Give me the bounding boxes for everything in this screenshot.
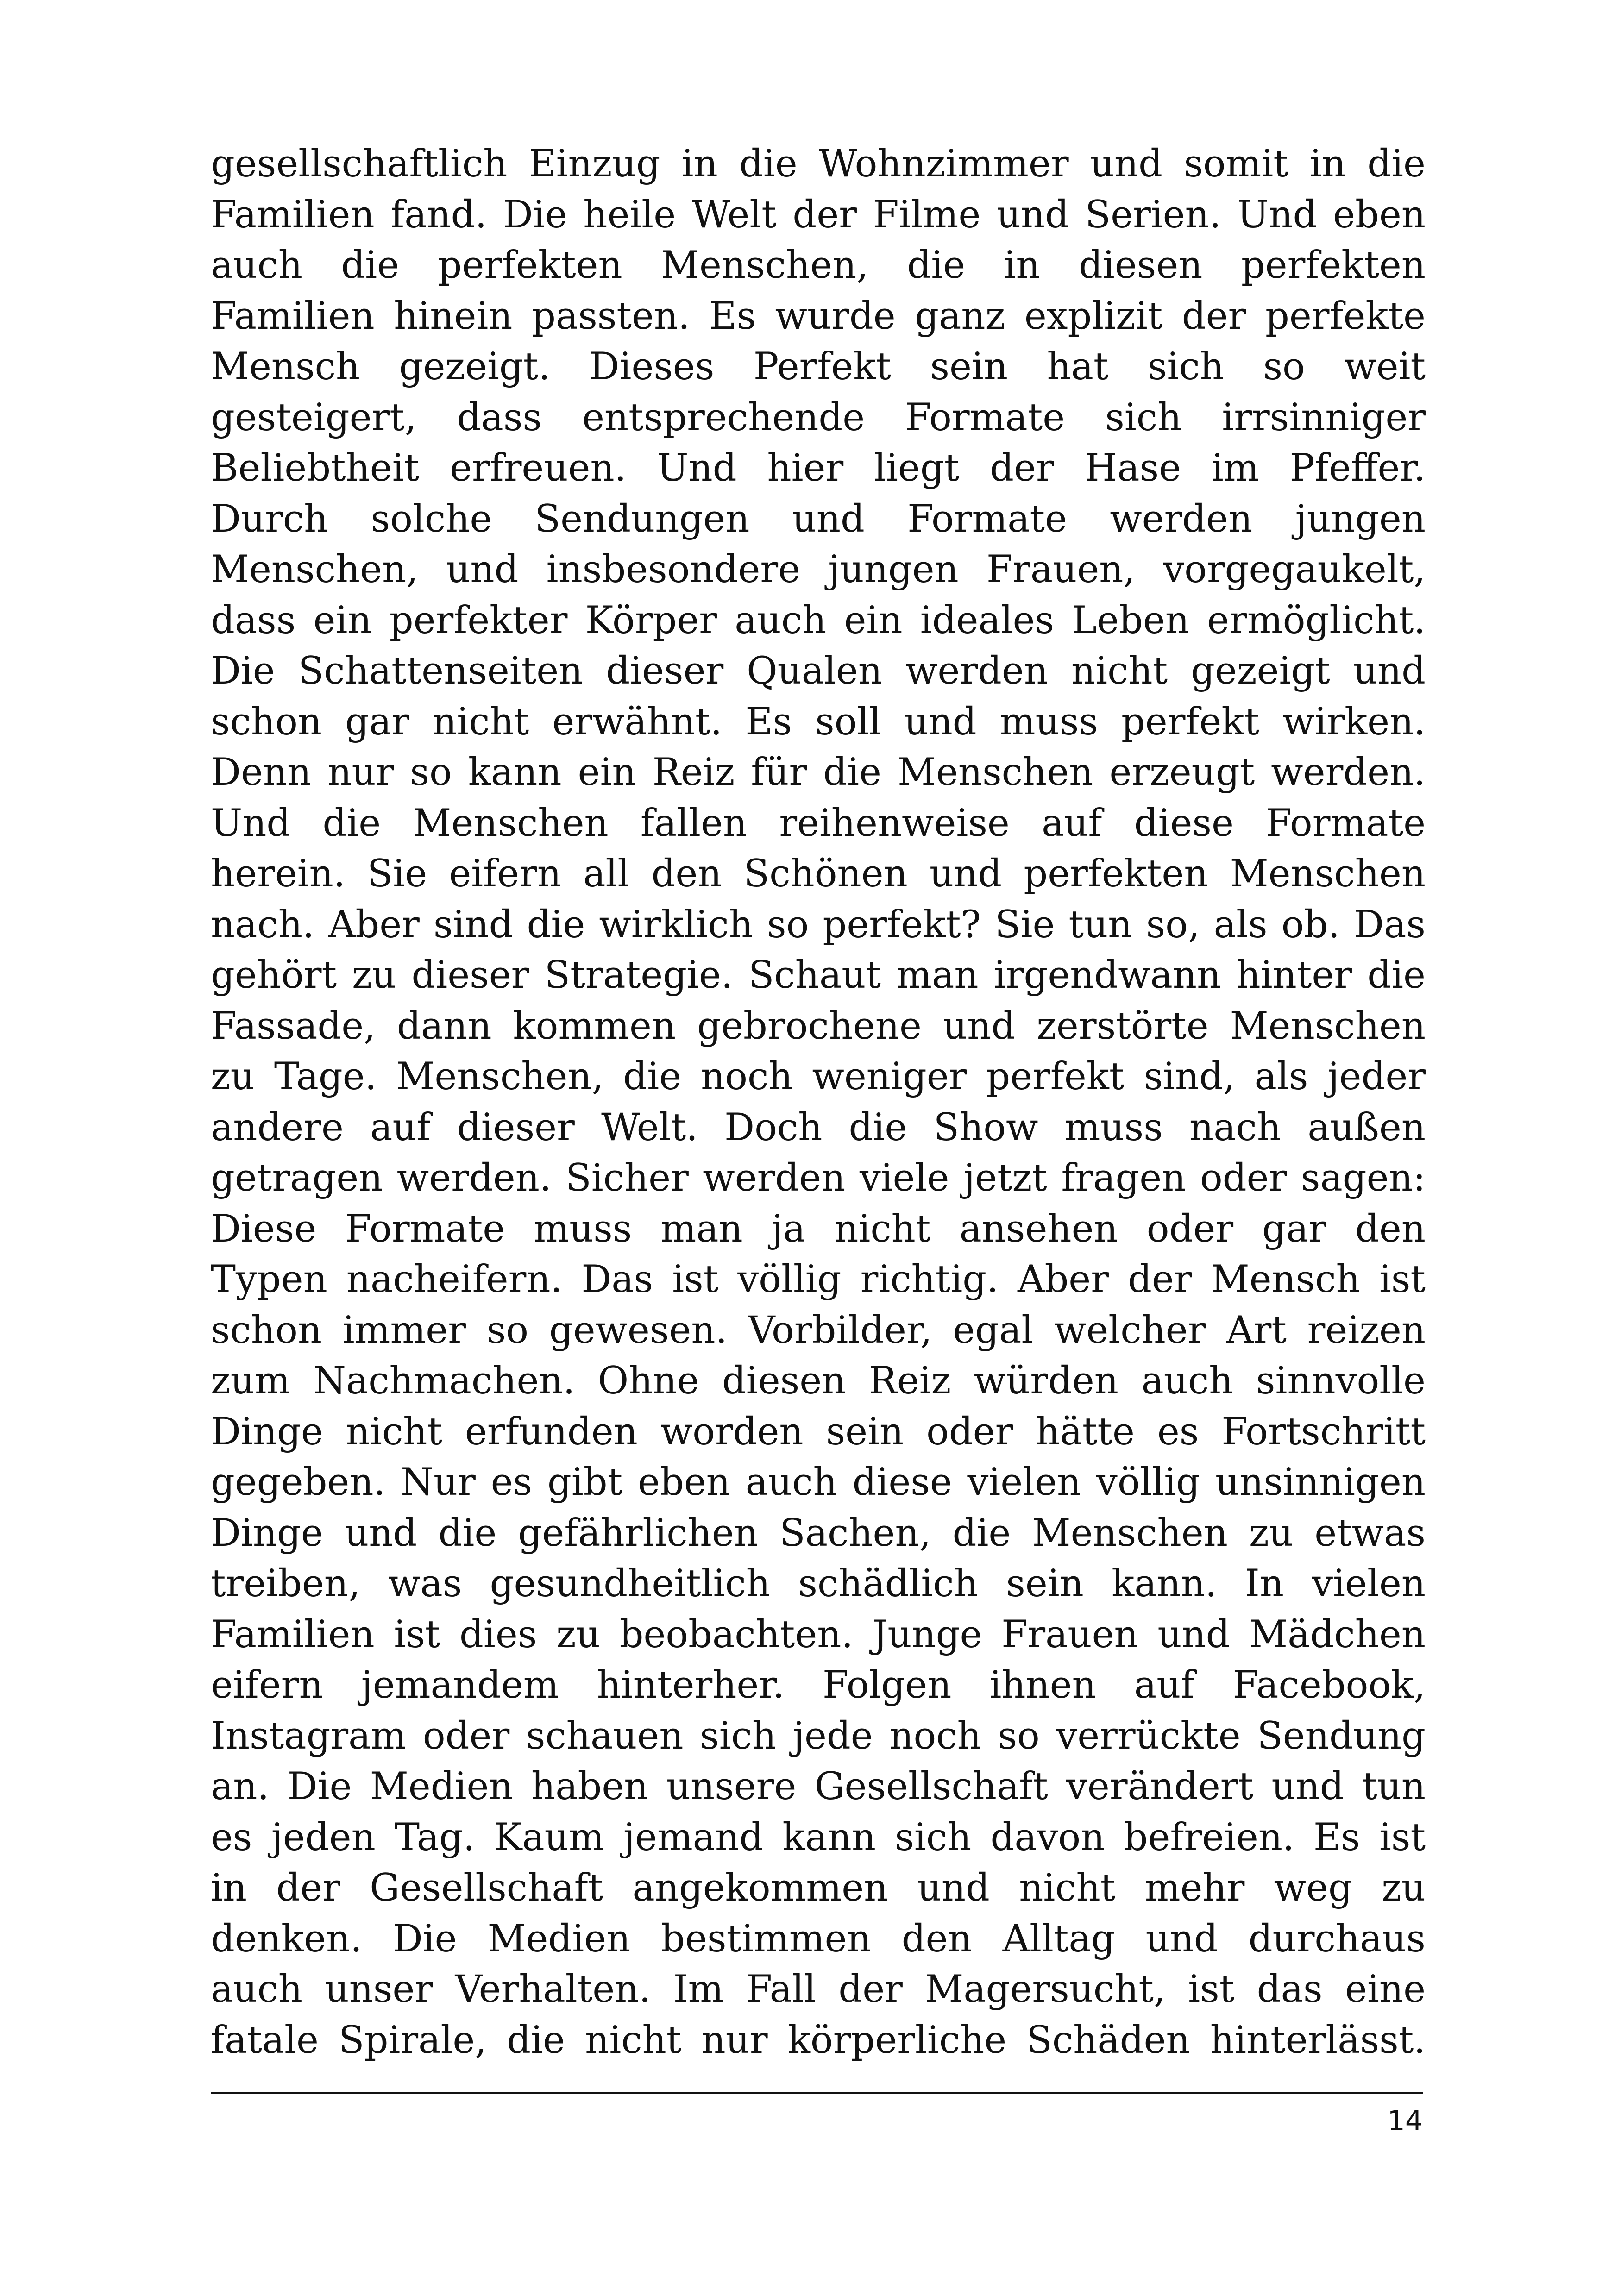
text-line: getragen werden. Sicher werden viele jetzt fragen oder sagen:	[211, 1156, 1426, 1200]
text-line: Beliebtheit erfreuen. Und hier liegt der Hase im Pfeffer.	[211, 446, 1426, 490]
text-line: gegeben. Nur es gibt eben auch diese vielen völlig unsinnigen	[211, 1461, 1426, 1504]
text-line: Familien ist dies zu beobachten. Junge Frauen und Mädchen	[211, 1612, 1426, 1656]
text-line: Typen nacheifern. Das ist völlig richtig. Aber der Mensch ist	[211, 1258, 1426, 1301]
text-line: Familien fand. Die heile Welt der Filme und Serien. Und eben	[211, 193, 1426, 237]
text-line: eifern jemandem hinterher. Folgen ihnen auf Facebook,	[211, 1663, 1426, 1707]
text-line: Menschen, und insbesondere jungen Frauen, vorgegaukelt,	[211, 548, 1426, 591]
text-line: gesellschaftlich Einzug in die Wohnzimmer und somit in die	[211, 142, 1426, 186]
text-line: Und die Menschen fallen reihenweise auf diese Formate	[211, 801, 1426, 845]
text-line: auch die perfekten Menschen, die in diesen perfekten	[211, 244, 1426, 287]
text-line: in der Gesellschaft angekommen und nicht mehr weg zu	[211, 1866, 1426, 1910]
text-line: Denn nur so kann ein Reiz für die Menschen erzeugt werden.	[211, 751, 1426, 794]
text-line: gehört zu dieser Strategie. Schaut man irgendwann hinter die	[211, 954, 1426, 997]
text-line: Fassade, dann kommen gebrochene und zerstörte Menschen	[211, 1004, 1426, 1048]
text-line: schon immer so gewesen. Vorbilder, egal welcher Art reizen	[211, 1308, 1426, 1352]
text-line: an. Die Medien haben unsere Gesellschaft verändert und tun	[211, 1765, 1426, 1808]
text-line: zu Tage. Menschen, die noch weniger perfekt sind, als jeder	[211, 1055, 1426, 1098]
text-line: Dinge nicht erfunden worden sein oder hätte es Fortschritt	[211, 1410, 1426, 1454]
text-line: gesteigert, dass entsprechende Formate sich irrsinniger	[211, 395, 1426, 439]
text-line: Mensch gezeigt. Dieses Perfekt sein hat sich so weit	[211, 345, 1426, 389]
text-line: andere auf dieser Welt. Doch die Show muss nach außen	[211, 1105, 1426, 1149]
text-line: fatale Spirale, die nicht nur körperliche Schäden hinterlässt.	[211, 2018, 1426, 2062]
text-line: denken. Die Medien bestimmen den Alltag und durchaus	[211, 1917, 1426, 1961]
text-line: Dinge und die gefährlichen Sachen, die Menschen zu etwas	[211, 1511, 1426, 1555]
text-line: dass ein perfekter Körper auch ein ideales Leben ermöglicht.	[211, 598, 1426, 642]
body-paragraph	[211, 139, 1426, 2066]
footer-divider	[211, 2092, 1423, 2094]
text-line: Familien hinein passten. Es wurde ganz explizit der perfekte	[211, 294, 1426, 338]
text-line: herein. Sie eifern all den Schönen und perfekten Menschen	[211, 852, 1426, 896]
text-line: Durch solche Sendungen und Formate werden jungen	[211, 497, 1426, 541]
text-line: schon gar nicht erwähnt. Es soll und muss perfekt wirken.	[211, 700, 1426, 744]
text-line: Diese Formate muss man ja nicht ansehen oder gar den	[211, 1207, 1426, 1251]
text-line: Instagram oder schauen sich jede noch so verrückte Sendung	[211, 1714, 1426, 1758]
text-line: es jeden Tag. Kaum jemand kann sich davon befreien. Es ist	[211, 1815, 1426, 1859]
text-line: Die Schattenseiten dieser Qualen werden nicht gezeigt und	[211, 649, 1426, 693]
text-line: zum Nachmachen. Ohne diesen Reiz würden auch sinnvolle	[211, 1359, 1426, 1403]
text-line: nach. Aber sind die wirklich so perfekt? Sie tun so, als ob. Das	[211, 903, 1426, 947]
page-number: 14	[1387, 2105, 1423, 2137]
text-line: treiben, was gesundheitlich schädlich sein kann. In vielen	[211, 1562, 1426, 1606]
text-line: auch unser Verhalten. Im Fall der Magersucht, ist das eine	[211, 1968, 1426, 2011]
